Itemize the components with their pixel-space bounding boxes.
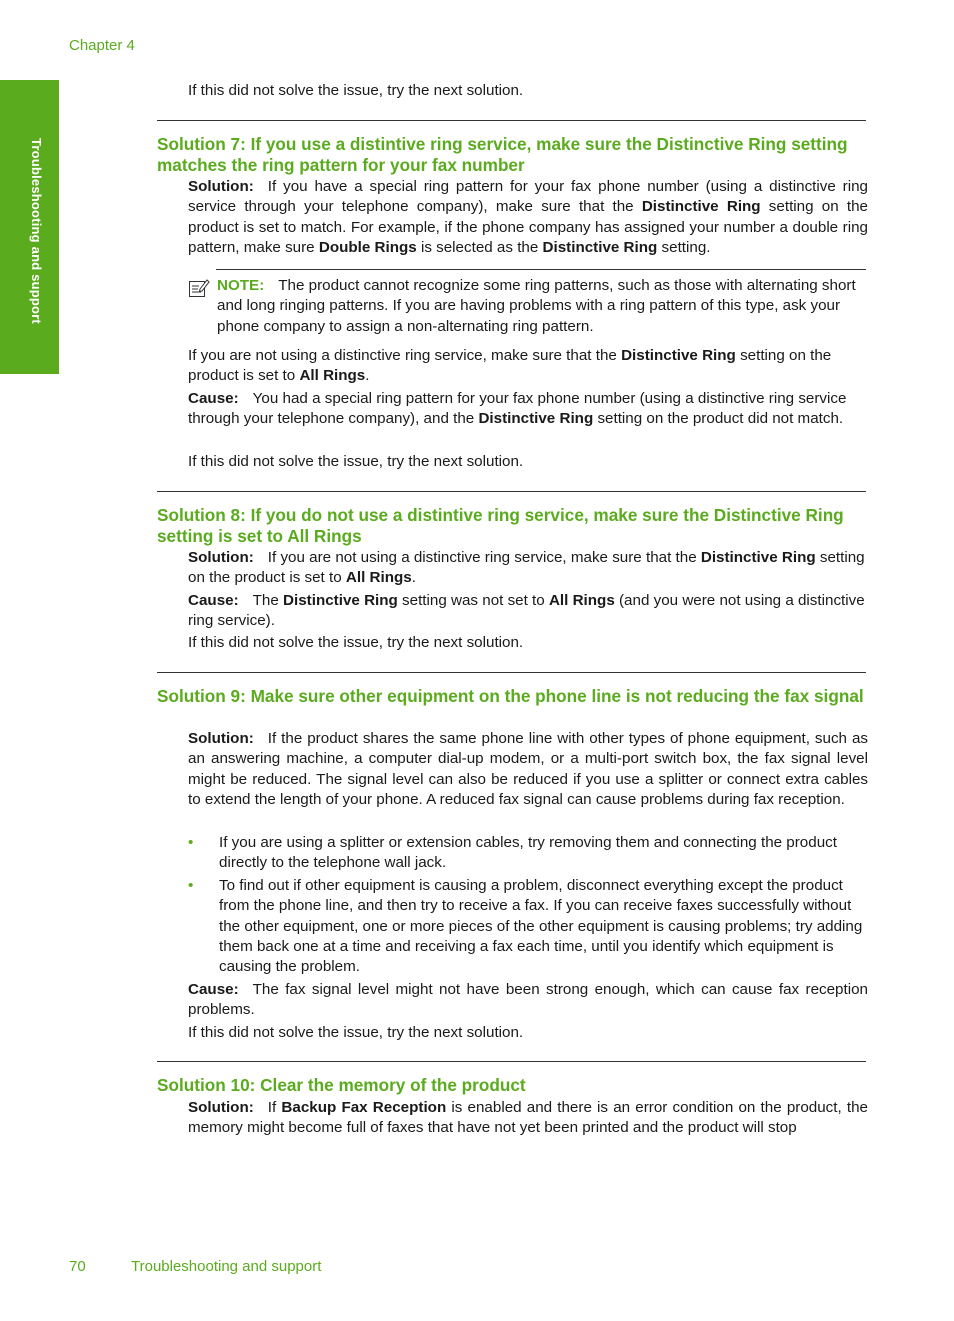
cause-label: Cause: (188, 390, 239, 407)
bullet-icon: • (188, 877, 194, 894)
bullet-icon: • (188, 834, 194, 851)
text-run: setting on the product is set to (188, 347, 832, 385)
text-run: . (411, 569, 416, 587)
text-run: is selected as the (416, 238, 543, 256)
text-run: is enabled and there is an error condition on the product, the memory might become full of faxes that have not yet been printed and the product will stop (188, 1099, 868, 1137)
solution-10-heading: Solution 10: Clear the memory of the product (157, 1075, 526, 1095)
cause-label: Cause: (188, 592, 239, 609)
footer-section-title: Troubleshooting and support (131, 1258, 322, 1275)
solution-label: Solution: (188, 178, 254, 195)
list-item-text: To find out if other equipment is causing a problem, disconnect everything except the product from the phone line, and then try to receive a fax. If you can receive faxes successfully without the other equipment, one or more pieces of the other equipment is causing problems; try adding them back one at a time and receiving a fax each time, until you identify which equipment is causing the problem. (219, 877, 863, 976)
solution-9-cause (188, 980, 868, 1021)
section-divider (157, 1061, 866, 1062)
text-run: If you are not using a distinctive ring service, make sure that the (267, 549, 701, 566)
solution-10-body (188, 1098, 868, 1139)
text-run: If you have a special ring pattern for your fax phone number (using a distinctive ring service through your telephone company), make sure that the (188, 178, 868, 216)
intro-next-text: If this did not solve the issue, try the next solution. (188, 82, 524, 99)
text-run: If you are not using a distinctive ring service, make sure that the (188, 347, 622, 364)
side-tab-label: Troubleshooting and support (29, 138, 44, 324)
bold-term: Distinctive Ring (700, 549, 816, 566)
page-number: 70 (69, 1258, 86, 1275)
solution-label: Solution: (188, 730, 254, 747)
solution-9-next: If this did not solve the issue, try the next solution. (188, 1024, 524, 1041)
text-run: setting. (657, 238, 711, 256)
bold-term: All Rings (345, 569, 412, 587)
solution-label: Solution: (188, 1099, 254, 1116)
text-run: The fax signal level might not have been strong enough, which can cause fax reception problems. (188, 981, 868, 1019)
solution-7-cause (188, 389, 868, 430)
solution-7-body (188, 177, 868, 258)
bold-term: All Rings (299, 367, 366, 385)
note-rule (216, 269, 866, 270)
note-text (217, 276, 867, 337)
text-run: setting on the product is set to (188, 549, 865, 587)
solution-7-followup (188, 346, 868, 387)
solution-9-heading: Solution 9: Make sure other equipment on the phone line is not reducing the fax signal (157, 686, 864, 706)
solution-label: Solution: (188, 549, 254, 566)
section-divider (157, 491, 866, 492)
list-item-text: If you are using a splitter or extension cables, try removing them and connecting the product directly to the telephone wall jack. (219, 834, 837, 872)
text-run: . (365, 367, 370, 385)
bold-term: Distinctive Ring (621, 347, 736, 364)
note-label: NOTE: (217, 277, 265, 294)
note-body: The product cannot recognize some ring patterns, such as those with alternating short and long ringing patterns. If you are having problems with a ring pattern of this type, ask your phone company to assign a non-alternating ring pattern. (217, 277, 856, 335)
text-run: setting was not set to (397, 592, 549, 609)
bold-term: Double Rings (318, 238, 417, 256)
cause-label: Cause: (188, 981, 239, 998)
bold-term: Distinctive Ring (283, 592, 398, 609)
bold-term: Distinctive Ring (641, 198, 761, 216)
text-run: If the product shares the same phone line with other types of phone equipment, such as an answering machine, a computer dial-up modem, or a multi-port switch box, the fax signal level might be reduced. The signal level can also be reduced if you use a splitter or connect extra cables to extend the length of your phone. A reduced fax signal can cause problems during fax reception. (188, 730, 868, 808)
section-divider (157, 672, 866, 673)
solution-8-next: If this did not solve the issue, try the next solution. (188, 634, 524, 651)
text-run: setting on the product did not match. (593, 410, 844, 428)
text-run: If (267, 1099, 282, 1116)
bold-term: All Rings (548, 592, 615, 609)
bold-term: Distinctive Ring (478, 410, 594, 428)
bold-term: Distinctive Ring (542, 238, 658, 256)
note-pencil-icon (188, 277, 210, 299)
solution-9-body (188, 729, 868, 810)
text-run: You had a special ring pattern for your fax phone number (using a distinctive ring service through your telephone company), and the (188, 390, 847, 428)
solution-8-heading: Solution 8: If you do not use a distintive ring service, make sure the Distinctive Ring setting is set to All Rings (157, 505, 844, 546)
solution-7-heading: Solution 7: If you use a distintive ring service, make sure the Distinctive Ring setting matches the ring pattern for your fax number (157, 134, 848, 175)
text-run: The (252, 592, 284, 609)
section-divider (157, 120, 866, 121)
solution-8-body (188, 548, 868, 589)
text-run: setting on the product is set to match. For example, if the phone company has assigned your number a double ring pattern, make sure (188, 198, 868, 256)
bold-term: Backup Fax Reception (281, 1099, 447, 1116)
solution-7-next: If this did not solve the issue, try the next solution. (188, 453, 524, 470)
solution-8-cause (188, 591, 868, 632)
chapter-label: Chapter 4 (69, 37, 135, 54)
text-run: (and you were not using a distinctive ring service). (188, 592, 865, 630)
